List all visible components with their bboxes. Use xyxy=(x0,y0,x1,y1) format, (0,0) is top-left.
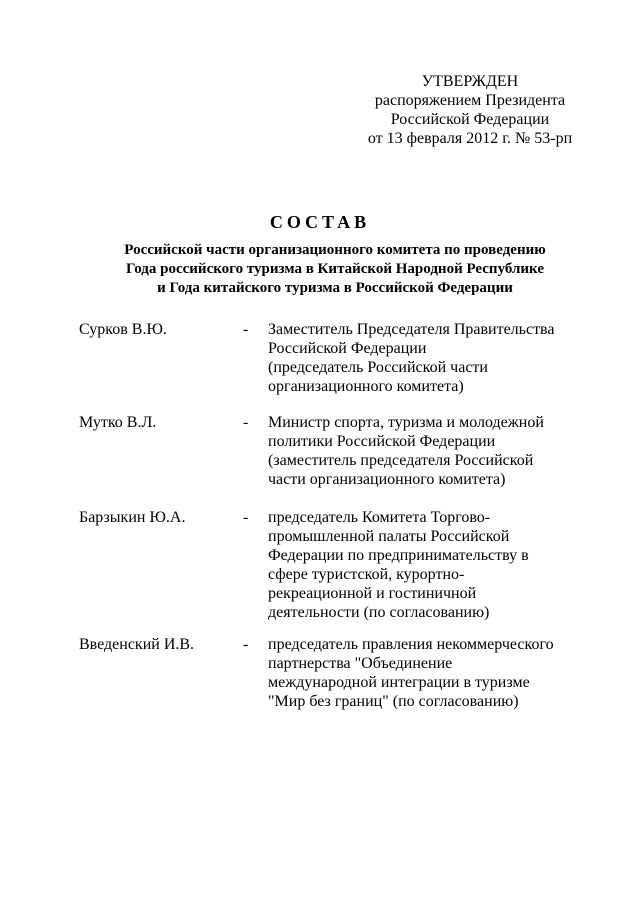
approval-line: Российской Федерации xyxy=(390,111,550,128)
member-role xyxy=(268,635,568,711)
role-line: (председатель Российской части xyxy=(268,359,488,376)
member-dash: - xyxy=(243,636,249,653)
document-title: СОСТАВ xyxy=(269,212,371,232)
approval-date-line: от 13 февраля 2012 г. № 53-рп xyxy=(367,130,573,147)
member-role xyxy=(268,508,568,622)
member-role xyxy=(268,413,568,489)
role-line: Федерации по предпринимательству в xyxy=(268,547,529,564)
role-line: сфере туристской, курортно- xyxy=(268,566,465,583)
subtitle-line: и Года китайского туризма в Российской Федерации xyxy=(157,280,513,296)
document-subtitle xyxy=(0,241,640,298)
subtitle-line: Российской части организационного комитета по проведению xyxy=(124,242,546,258)
role-line: организационного комитета) xyxy=(268,378,464,395)
role-line: деятельности (по согласованию) xyxy=(268,604,490,621)
role-line: Российской Федерации xyxy=(268,340,427,357)
role-line: рекреационной и гостиничной xyxy=(268,585,477,602)
role-line: международной интеграции в туризме xyxy=(268,674,530,691)
subtitle-line: Года российского туризма в Китайской Народной Республике xyxy=(126,261,544,277)
role-line: (заместитель председателя Российской xyxy=(268,452,534,469)
approval-block xyxy=(350,72,590,148)
member-dash: - xyxy=(243,509,249,526)
member-name: Введенский И.В. xyxy=(79,636,195,653)
member-name: Барзыкин Ю.А. xyxy=(79,509,186,526)
member-role xyxy=(268,320,568,396)
role-line: председатель правления некоммерческого xyxy=(268,636,554,653)
member-name: Мутко В.Л. xyxy=(79,414,157,431)
role-line: Заместитель Председателя Правительства xyxy=(268,321,555,338)
role-line: политики Российской Федерации xyxy=(268,433,496,450)
role-line: промышленной палаты Российской xyxy=(268,528,510,545)
approval-heading: УТВЕРЖДЕН xyxy=(421,73,519,90)
role-line: партнерства "Объединение xyxy=(268,655,453,672)
approval-line: распоряжением Президента xyxy=(374,92,566,109)
role-line: "Мир без границ" (по согласованию) xyxy=(268,693,519,710)
role-line: председатель Комитета Торгово- xyxy=(268,509,491,526)
member-dash: - xyxy=(243,321,249,338)
member-name: Сурков В.Ю. xyxy=(79,321,167,338)
role-line: части организационного комитета) xyxy=(268,471,506,488)
role-line: Министр спорта, туризма и молодежной xyxy=(268,414,544,431)
member-dash: - xyxy=(243,414,249,431)
